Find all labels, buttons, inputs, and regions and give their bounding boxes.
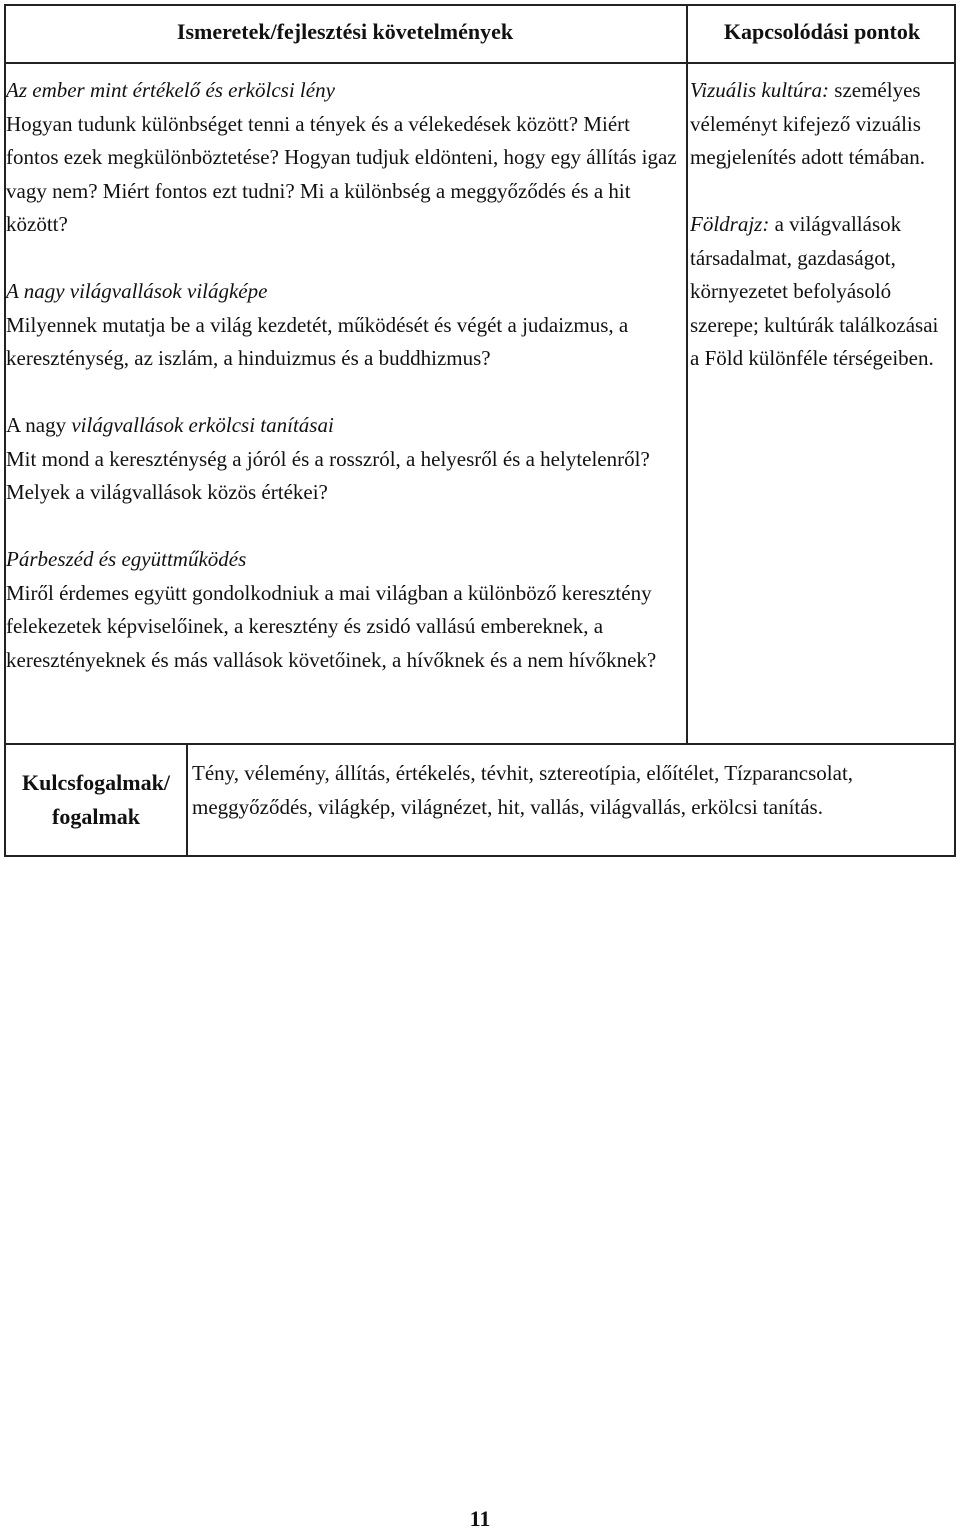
- topic-body: Mit mond a kereszténység a jóról és a rosszról, a helyesről és a helytelenről? Melyek a világvallások közös értékei?: [6, 446, 650, 504]
- header-divider: [4, 62, 956, 64]
- connection-text: személyes véleményt kifejező vizuális megjelenítés adott témában.: [690, 78, 925, 169]
- column-divider: [686, 4, 688, 744]
- connection-text: a világvallások társadalmat, gazdaságot, környezetet befolyásoló szerepe; kultúrák találkozásai a Föld különféle térségeiben.: [690, 212, 939, 370]
- topic-title: A nagy világvallások világképe: [6, 279, 268, 303]
- connection-subject: Vizuális kultúra:: [690, 78, 830, 102]
- key-concepts-label: [4, 766, 188, 834]
- header-competencies: Ismeretek/fejlesztési követelmények: [176, 19, 514, 44]
- connection-subject: Földrajz:: [690, 212, 770, 236]
- topic-dialogue: [6, 543, 682, 677]
- topic-body: Milyennek mutatja be a világ kezdetét, működését és végét a judaizmus, a kereszténység, az iszlám, a hinduizmus és a buddhizmus?: [6, 312, 629, 370]
- page-number: 11: [469, 1506, 491, 1531]
- topic-title-plain: A nagy: [6, 413, 72, 437]
- topic-title-italic: világvallások erkölcsi tanításai: [71, 413, 334, 437]
- key-row-divider: [4, 743, 956, 745]
- topic-worldview: [6, 275, 682, 376]
- topic-moral-being: [6, 74, 682, 242]
- topic-title: Az ember mint értékelő és erkölcsi lény: [6, 78, 335, 102]
- topic-title: Párbeszéd és együttműködés: [6, 547, 247, 571]
- competencies-column: [6, 74, 682, 711]
- topic-title: [6, 409, 682, 443]
- key-label-line1: Kulcsfogalmak/: [22, 770, 170, 795]
- topic-body: Miről érdemes együtt gondolkodniuk a mai világban a különböző keresztény felekezetek képviselőinek, a keresztény és zsidó vallású embereknek, a keresztényeknek és más vallások követőinek, a hívőknek és a nem hívőknek?: [6, 580, 657, 672]
- connection-visual-culture: [690, 74, 950, 175]
- header-connections: Kapcsolódási pontok: [723, 19, 921, 44]
- topic-body: Hogyan tudunk különbséget tenni a tények és a vélekedések között? Miért fontos ezek megkülönböztetése? Hogyan tudjuk eldönteni, hogy egy állítás igaz vagy nem? Miért fontos ezt tudni? Mi a különbség a meggyőződés és a hit között?: [6, 111, 677, 236]
- topic-moral-teachings: [6, 409, 682, 510]
- connection-geography: [690, 208, 950, 376]
- key-label-line2: fogalmak: [52, 804, 140, 829]
- connections-column: [690, 74, 950, 409]
- key-concepts-terms: Tény, vélemény, állítás, értékelés, tévhit, sztereotípia, előítélet, Tízparancsolat, meggyőződés, világkép, világnézet, hit, vallás, világvallás, erkölcsi tanítás.: [192, 761, 854, 819]
